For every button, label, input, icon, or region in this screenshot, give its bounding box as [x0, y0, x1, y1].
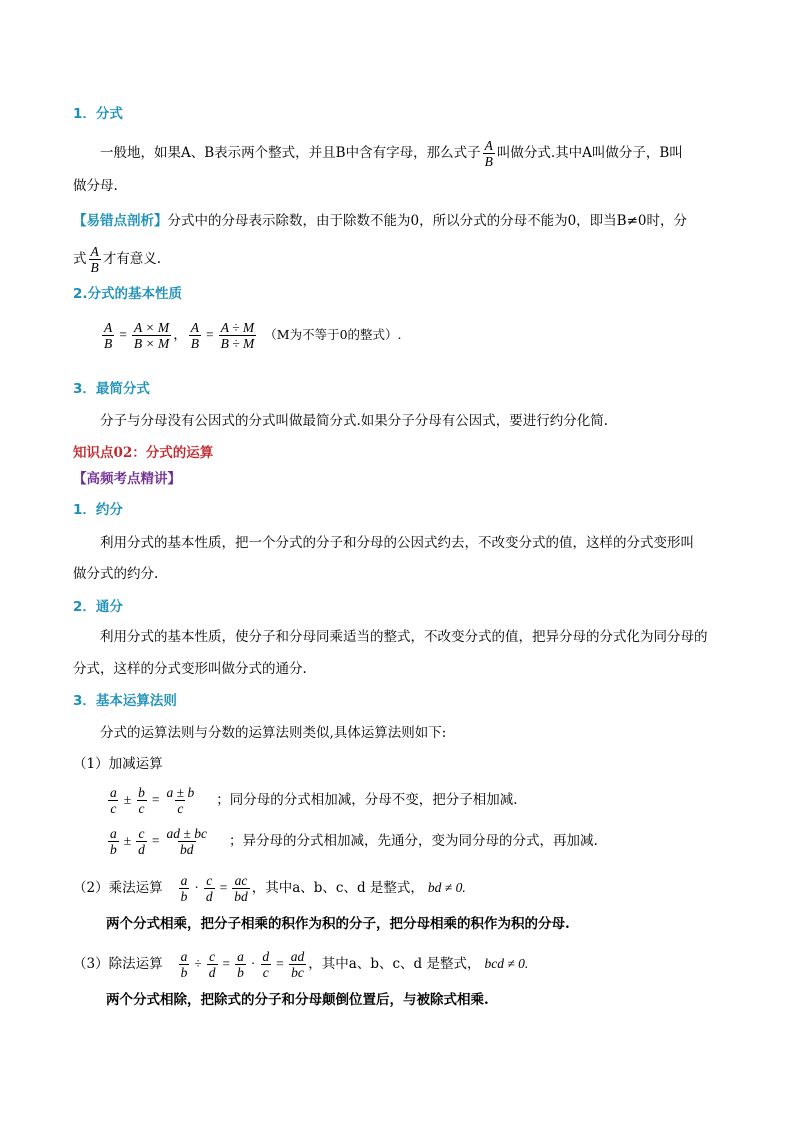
fraction-a-over-b: $\frac{A}{B}$: [484, 138, 493, 169]
definition-paragraph-line2: 做分母.: [73, 178, 118, 194]
tip-paragraph-line1: 【易错点剖析】分式中的分母表示除数，由于除数不能为0，所以分式的分母不能为0，即当B≠0时，分: [73, 213, 687, 229]
division-title: （3）除法运算: [73, 956, 163, 972]
simplest-fraction-paragraph: 分子与分母没有公因式的分式叫做最简分式.如果分子分母有公因式，要进行约分化简.: [100, 413, 609, 429]
common-denominator-paragraph-line2: 分式，这样的分式变形叫做分式的通分.: [73, 661, 307, 677]
section-title-reduction: 1．约分: [73, 502, 123, 518]
section-title-operation-rules: 3．基本运算法则: [73, 693, 177, 709]
section-title-simplest-fraction: 3．最简分式: [73, 381, 150, 397]
reduction-paragraph-line1: 利用分式的基本性质，把一个分式的分子和分母的公因式约去，不改变分式的值，这样的分式变形叫: [100, 535, 694, 551]
fraction-a-over-b-2: $\frac{A}{B}$: [90, 244, 99, 275]
section-title-common-denominator: 2．通分: [73, 599, 123, 615]
add-different-denominator-formula: $\frac{a}{b}$ ± $\frac{c}{d}$ = $\frac{ad \pm bc}{bd}$ ；异分母的分式相加减，先通分，变为同分母的分式，再加减.: [110, 826, 598, 857]
common-denominator-paragraph-line1: 利用分式的基本性质，使分子和分母同乘适当的整式，不改变分式的值，把异分母的分式化为同分母的: [100, 629, 708, 645]
operation-rules-intro: 分式的运算法则与分数的运算法则类似,具体运算法则如下:: [100, 725, 447, 741]
section-title-fraction: 1．分式: [73, 106, 123, 122]
knowledge-point-subtitle: 【高频考点精讲】: [73, 471, 181, 487]
tip-label: 【易错点剖析】: [73, 213, 168, 229]
multiplication-title: （2）乘法运算: [73, 880, 163, 896]
reduction-paragraph-line2: 做分式的约分.: [73, 566, 159, 582]
tip-paragraph-line2: 式 $\frac{A}{B}$ 才有意义.: [73, 244, 162, 275]
section-title-basic-property: 2.分式的基本性质: [73, 286, 183, 302]
multiplication-rule-text: 两个分式相乘，把分子相乘的积作为积的分子，把分母相乘的积作为积的分母.: [106, 916, 570, 932]
basic-property-formula: $\frac{A}{B}$ = $\frac{A \times M}{B \times M}$ ， $\frac{A}{B}$ = $\frac{A \div M}{B \div M}$ （M为不等于0的整式）.: [104, 320, 402, 351]
division-row: （3）除法运算 $\frac{a}{b}$ ÷ $\frac{c}{d}$ = $\frac{a}{b}$ · $\frac{d}{c}$ = $\frac{ad}{bc}$ ，其中a、b、c、d 是整式， bcd ≠ 0.: [73, 949, 529, 980]
definition-paragraph-line1: 一般地，如果A、B表示两个整式，并且B中含有字母，那么式子 $\frac{A}{B}$ 叫做分式.其中A叫做分子，B叫: [100, 138, 683, 169]
knowledge-point-title: 知识点02：分式的运算: [73, 445, 214, 461]
multiplication-row: （2）乘法运算 $\frac{a}{b}$ · $\frac{c}{d}$ = $\frac{ac}{bd}$ ，其中a、b、c、d 是整式， bd ≠ 0.: [73, 873, 466, 904]
division-rule-text: 两个分式相除，把除式的分子和分母颠倒位置后，与被除式相乘.: [106, 992, 489, 1008]
add-subtract-title: （1）加减运算: [73, 756, 163, 772]
add-same-denominator-formula: $\frac{a}{c}$ ± $\frac{b}{c}$ = $\frac{a \pm b}{c}$ ；同分母的分式相加减，分母不变，把分子相加减.: [110, 785, 518, 816]
